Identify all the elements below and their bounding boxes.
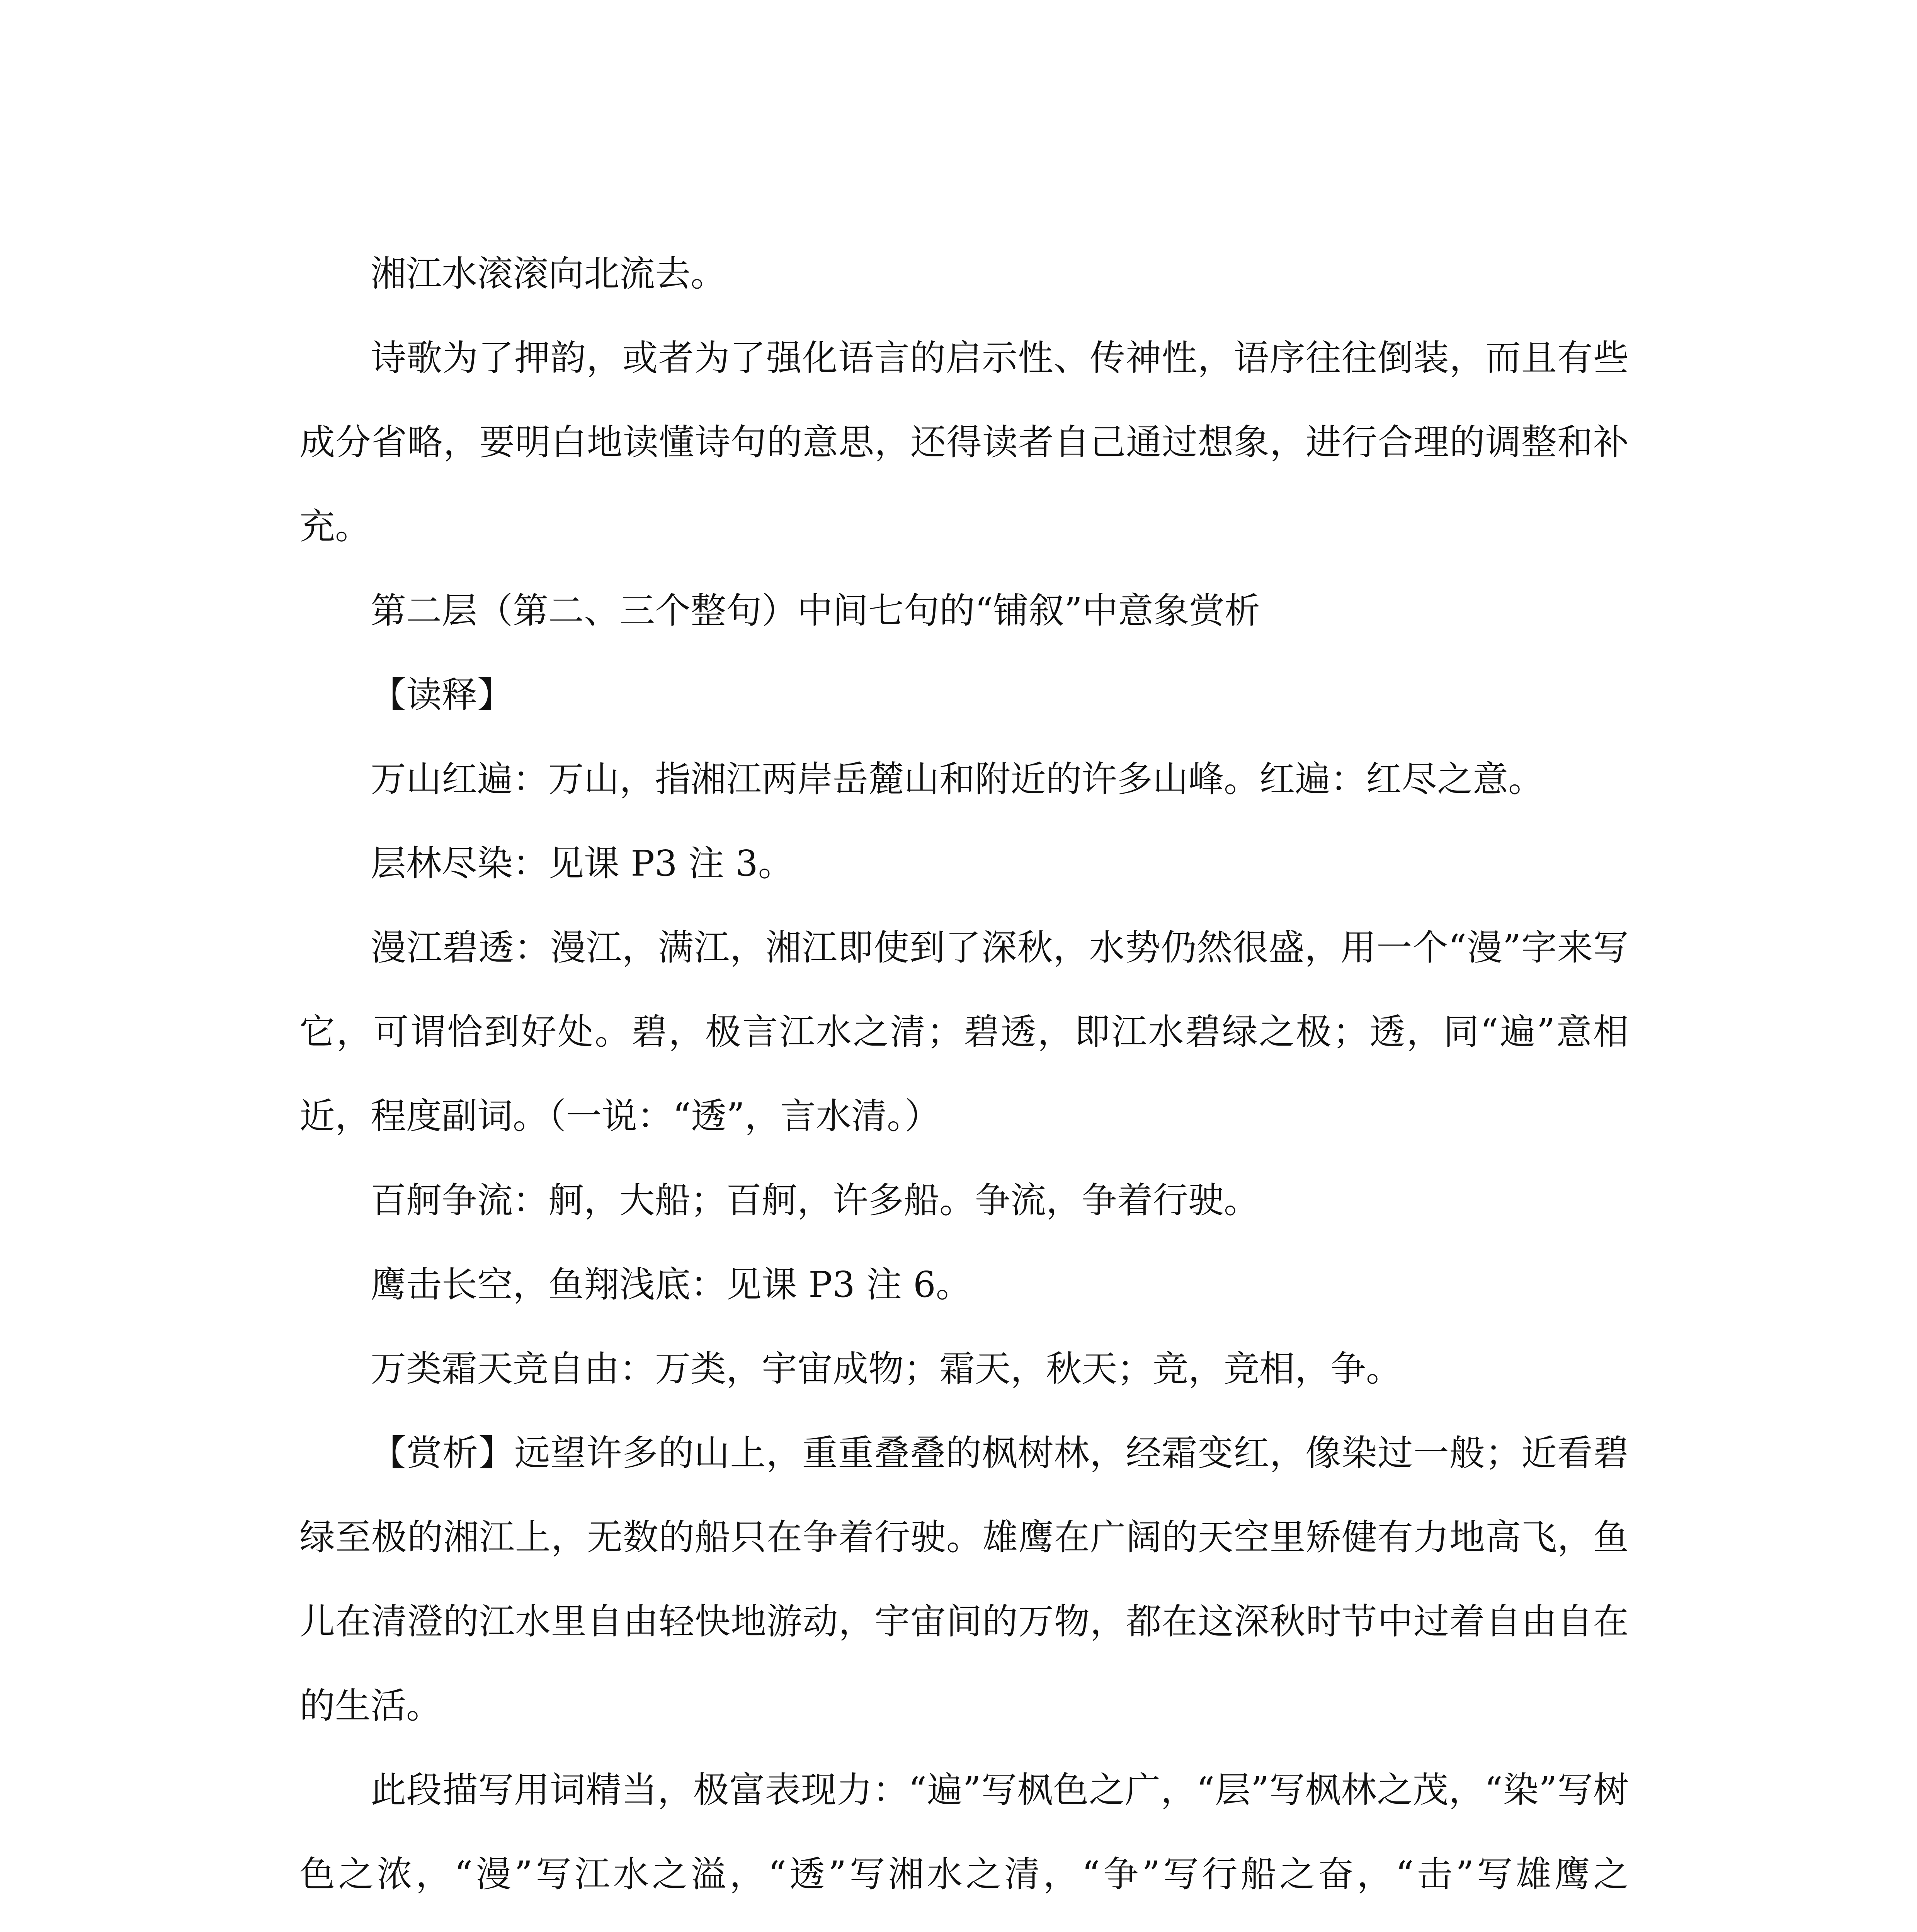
note-baige-zhengliu: 百舸争流：舸，大船；百舸，许多船。争流，争着行驶。 (371, 1180, 1260, 1221)
note-wanlei-shuangtian: 万类霜天竞自由：万类，宇宙成物；霜天，秋天；竞，竞相，争。 (371, 1348, 1402, 1389)
section-heading-second-layer: 第二层（第二、三个整句）中间七句的“铺叙”中意象赏析 (371, 590, 1260, 631)
body-text (299, 232, 1629, 1932)
paragraph-word-choice: 此段描写用词精当，极富表现力：“遍”写枫色之广，“层”写枫林之茂，“染”写树色之浓，“漫”写江水之溢，“透”写湘水之清，“争”写行船之奋，“击”写雄鹰之 (299, 1769, 1629, 1895)
note-manjiang-bitou: 漫江碧透：漫江，满江，湘江即使到了深秋，水势仍然很盛，用一个“漫”字来写它，可谓恰到好处。碧，极言江水之清；碧透，即江水碧绿之极；透，同“遍”意相近，程度副词。（一说：“透”，言水清。） (299, 927, 1629, 1137)
note-yingji-changkong: 鹰击长空，鱼翔浅底：见课 P3 注 6。 (371, 1264, 971, 1305)
paragraph-poetry-inversion: 诗歌为了押韵，或者为了强化语言的启示性、传神性，语序往往倒装，而且有些成分省略，要明白地读懂诗句的意思，还得读者自己通过想象，进行合理的调整和补充。 (299, 337, 1629, 547)
paragraph-river-flow: 湘江水滚滚向北流去。 (371, 253, 726, 294)
label-reading-notes: 【读释】 (371, 674, 513, 716)
note-cenglin-jinran: 层林尽染：见课 P3 注 3。 (371, 843, 794, 884)
paragraph-appreciation: 【赏析】远望许多的山上，重重叠叠的枫树林，经霜变红，像染过一般；近看碧绿至极的湘江上，无数的船只在争着行驶。雄鹰在广阔的天空里矫健有力地高飞，鱼儿在清澄的江水里自由轻快地游动，宇宙间的万物，都在这深秋时节中过着自由自在的生活。 (299, 1432, 1629, 1726)
note-wanshan-hongbian: 万山红遍：万山，指湘江两岸岳麓山和附近的许多山峰。红遍：红尽之意。 (371, 759, 1544, 800)
